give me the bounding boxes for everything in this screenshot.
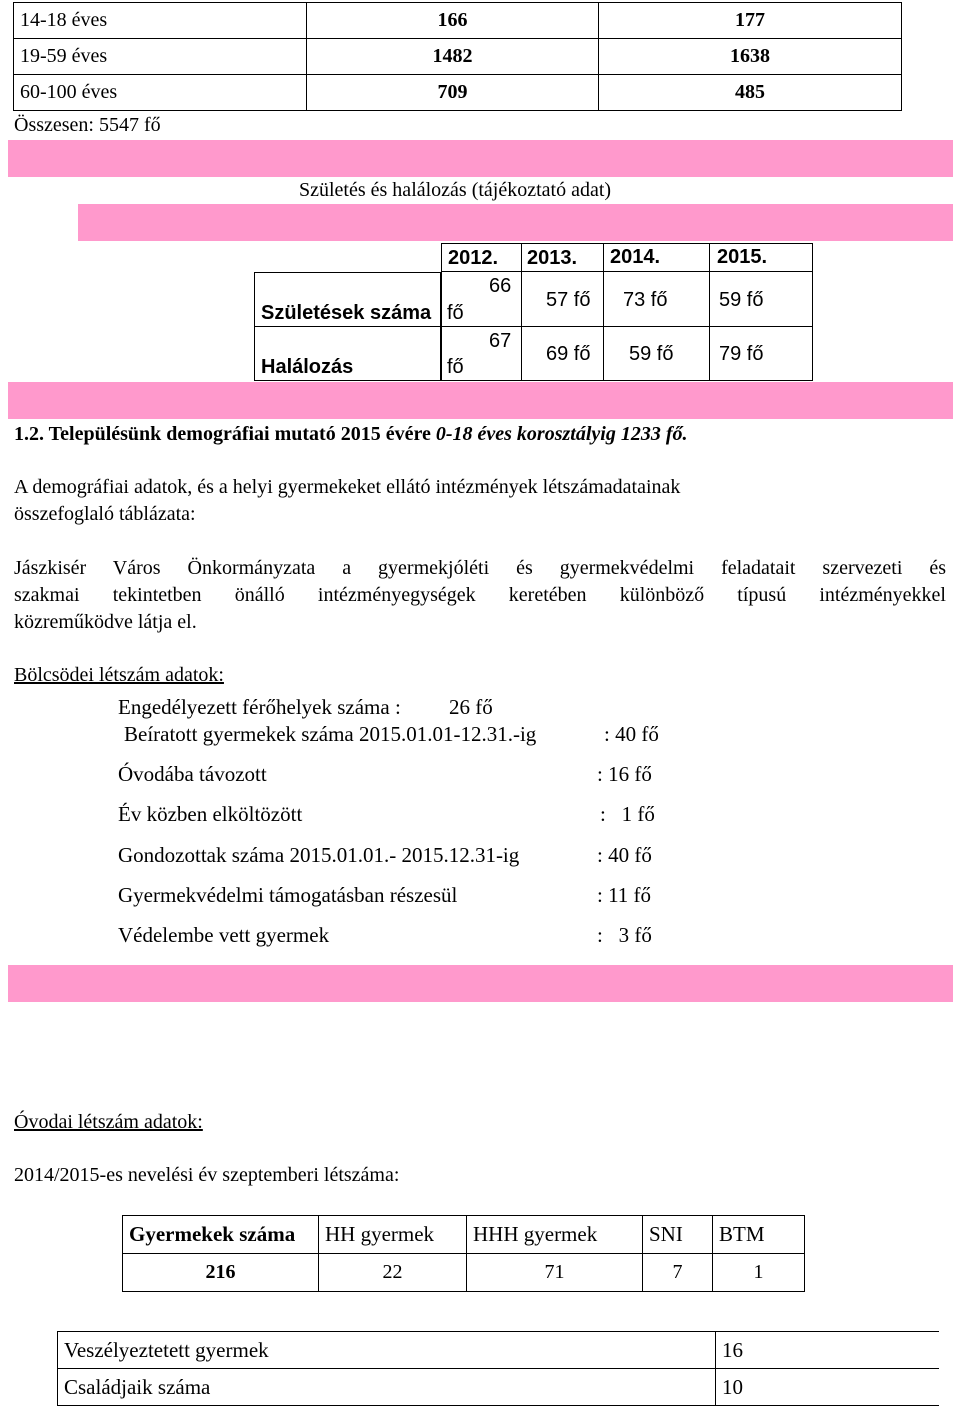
- deaths-2013: 69 fő: [546, 343, 591, 365]
- header-sni: SNI: [643, 1216, 713, 1254]
- value-children-count: 216: [123, 1254, 319, 1292]
- deaths-label: Halálozás: [261, 356, 354, 378]
- table-row: [123, 1254, 805, 1292]
- kindergarten-table: [122, 1215, 805, 1292]
- births-title: Születés és halálozás (tájékoztató adat): [299, 179, 612, 201]
- paragraph-line1: Jászkisér Város Önkormányzata a gyermekjóléti és gyermekvédelmi feladatait szervezeti és: [14, 557, 946, 579]
- nursery-heading: Bölcsödei létszám adatok:: [14, 664, 224, 686]
- risk-label: Családjaik száma: [58, 1369, 716, 1406]
- value-sni: 7: [643, 1254, 713, 1292]
- pink-band: [8, 382, 953, 419]
- table-row: [14, 3, 902, 39]
- age-label: 14-18 éves: [14, 3, 307, 39]
- nursery-item-value: : 40 fő: [597, 843, 652, 867]
- header-hhh: HHH gyermek: [467, 1216, 643, 1254]
- risk-label: Veszélyeztetett gyermek: [58, 1332, 716, 1369]
- header-btm: BTM: [713, 1216, 805, 1254]
- nursery-item-label: Óvodába távozott: [118, 762, 267, 786]
- nursery-item-label: Védelembe vett gyermek: [118, 923, 330, 947]
- deaths-2012-unit: fő: [447, 356, 464, 378]
- paragraph-line3: közreműködve látja el.: [14, 611, 197, 633]
- table-row: [14, 39, 902, 75]
- nursery-item-value: 26 fő: [449, 695, 493, 719]
- nursery-item-value: : 11 fő: [597, 883, 652, 907]
- grid-line: [521, 243, 522, 381]
- nursery-item-label: Beíratott gyermekek száma 2015.01.01-12.31.-ig: [124, 722, 537, 746]
- grid-line: [603, 243, 604, 381]
- section-heading-prefix: 1.2. Településünk demográfiai mutató 2015 évére: [14, 423, 436, 445]
- births-2012-num: 66: [489, 275, 512, 297]
- births-2014: 73 fő: [623, 289, 668, 311]
- grid-line: [254, 326, 441, 327]
- table-row: [14, 75, 902, 111]
- age-value-a: 166: [307, 3, 599, 39]
- births-2012-unit: fő: [447, 302, 464, 324]
- nursery-item-label: Engedélyezett férőhelyek száma :: [118, 695, 401, 719]
- nursery-item-label: Gondozottak száma 2015.01.01.- 2015.12.31-ig: [118, 843, 520, 867]
- table-row: [58, 1332, 940, 1369]
- total-line: Összesen: 5547 fő: [14, 114, 161, 136]
- grid-line: [441, 271, 813, 272]
- kindergarten-subheading: 2014/2015-es nevelési év szeptemberi létszáma:: [14, 1164, 400, 1186]
- grid-line: [441, 326, 813, 327]
- age-value-a: 1482: [307, 39, 599, 75]
- year-2014: 2014.: [610, 246, 661, 268]
- year-2015: 2015.: [717, 246, 768, 268]
- value-hhh: 71: [467, 1254, 643, 1292]
- header-children-count: Gyermekek száma: [123, 1216, 319, 1254]
- nursery-item-label: Év közben elköltözött: [118, 802, 303, 826]
- nursery-item-value: : 16 fő: [597, 762, 652, 786]
- summary-heading-line2: összefoglaló táblázata:: [14, 503, 196, 525]
- pink-band: [8, 965, 953, 1002]
- pink-band: [78, 204, 953, 241]
- births-2013: 57 fő: [546, 289, 591, 311]
- nursery-item-value: : 3 fő: [597, 923, 652, 947]
- section-heading: [14, 423, 688, 446]
- paragraph-line2: szakmai tekintetben önálló intézményegységek keretében különböző típusú intézményekkel: [14, 584, 946, 606]
- kindergarten-heading: Óvodai létszám adatok:: [14, 1111, 203, 1133]
- year-2013: 2013.: [527, 247, 578, 269]
- summary-heading-line1: A demográfiai adatok, és a helyi gyermekeket ellátó intézmények létszámadatainak: [14, 476, 681, 498]
- births-2015: 59 fő: [719, 289, 764, 311]
- grid-line: [709, 243, 710, 381]
- age-value-a: 709: [307, 75, 599, 111]
- risk-table: [57, 1331, 939, 1406]
- births-label: Születések száma: [261, 302, 432, 324]
- deaths-2014: 59 fő: [629, 343, 674, 365]
- section-heading-italic: 0-18 éves korosztályig 1233 fő.: [435, 423, 688, 445]
- age-table: [13, 2, 902, 111]
- table-row: [123, 1216, 805, 1254]
- deaths-2012-num: 67: [489, 330, 512, 352]
- value-btm: 1: [713, 1254, 805, 1292]
- age-value-b: 1638: [599, 39, 902, 75]
- nursery-item-value: : 1 fő: [600, 802, 655, 826]
- pink-band: [8, 140, 953, 177]
- year-2012: 2012.: [448, 247, 499, 269]
- age-value-b: 485: [599, 75, 902, 111]
- age-value-b: 177: [599, 3, 902, 39]
- risk-value: 10: [716, 1369, 940, 1406]
- nursery-item-label: Gyermekvédelmi támogatásban részesül: [118, 883, 458, 907]
- deaths-2015: 79 fő: [719, 343, 764, 365]
- age-label: 60-100 éves: [14, 75, 307, 111]
- table-row: [58, 1369, 940, 1406]
- risk-value: 16: [716, 1332, 940, 1369]
- age-label: 19-59 éves: [14, 39, 307, 75]
- nursery-item-value: : 40 fő: [604, 722, 659, 746]
- value-hh: 22: [319, 1254, 467, 1292]
- header-hh: HH gyermek: [319, 1216, 467, 1254]
